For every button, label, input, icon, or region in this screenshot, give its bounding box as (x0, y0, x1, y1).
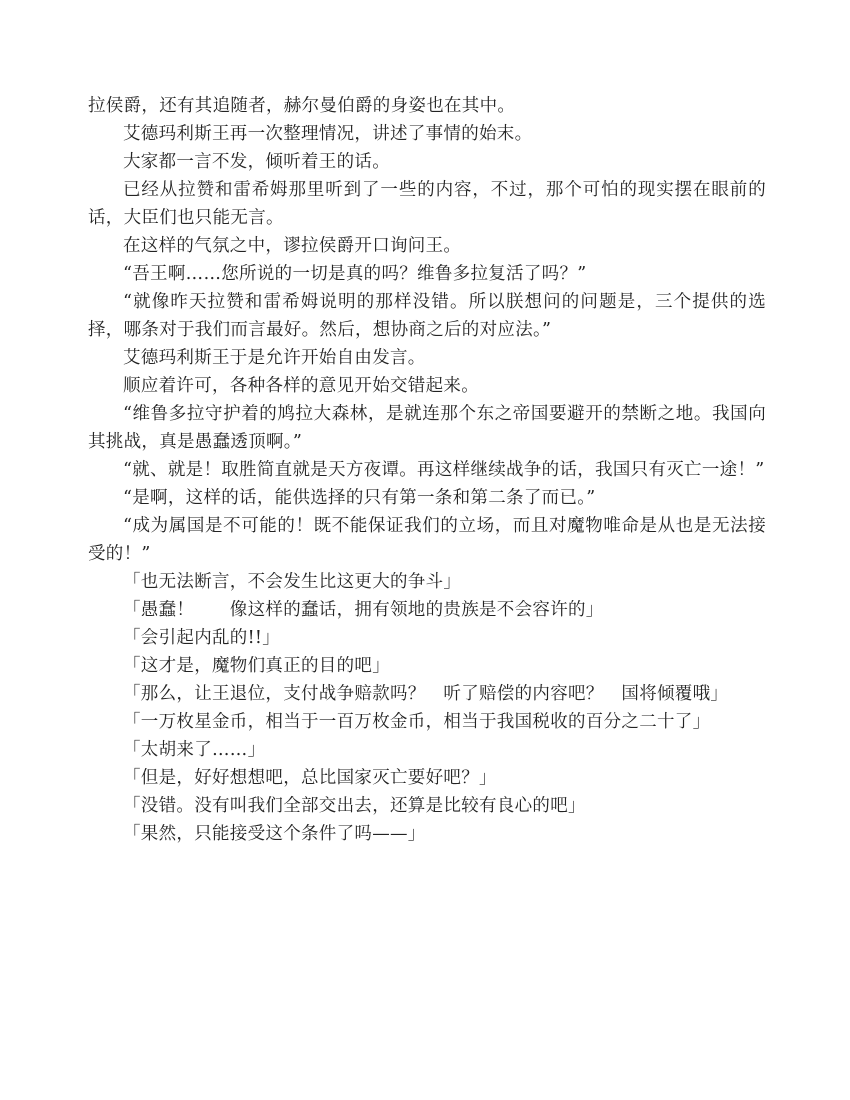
paragraph: “是啊，这样的话，能供选择的只有第一条和第二条了而已。” (123, 488, 596, 508)
paragraph: “维鲁多拉守护着的鸠拉大森林，是就连那个东之帝国要避开的禁断之地。我国向其挑战，真是愚蠢透顶啊。” (88, 404, 766, 452)
paragraph: 顺应着许可，各种各样的意见开始交错起来。 (123, 376, 479, 396)
paragraph: 在这样的气氛之中，谬拉侯爵开口询问王。 (123, 236, 462, 256)
paragraph: 「会引起内乱的!!」 (123, 628, 281, 648)
paragraph: 已经从拉赞和雷希姆那里听到了一些的内容，不过，那个可怕的现实摆在眼前的话，大臣们也只能无言。 (88, 180, 766, 228)
paragraph: 「一万枚星金币，相当于一百万枚金币，相当于我国税收的百分之二十了」 (123, 712, 711, 732)
paragraph: 「愚蠢！ 像这样的蠢话，拥有领地的贵族是不会容许的」 (123, 600, 604, 620)
paragraph: 「也无法断言，不会发生比这更大的争斗」 (123, 572, 462, 592)
paragraph: “吾王啊……您所说的一切是真的吗？维鲁多拉复活了吗？” (123, 264, 587, 284)
paragraph: 「太胡来了……」 (123, 740, 266, 760)
paragraph: “就像昨天拉赞和雷希姆说明的那样没错。所以朕想问的问题是，三个提供的选择，哪条对于我们而言最好。然后，想协商之后的对应法。” (88, 292, 766, 340)
paragraph: 大家都一言不发，倾听着王的话。 (123, 152, 390, 172)
paragraph: 拉侯爵，还有其追随者，赫尔曼伯爵的身姿也在其中。 (88, 96, 516, 116)
paragraph: 艾德玛利斯王再一次整理情况，讲述了事情的始末。 (123, 124, 533, 144)
paragraph: 「那么，让王退位，支付战争赔款吗？ 听了赔偿的内容吧？ 国将倾覆哦」 (123, 684, 729, 704)
paragraph: “成为属国是不可能的！既不能保证我们的立场，而且对魔物唯命是从也是无法接受的！” (88, 516, 766, 564)
paragraph: 「果然，只能接受这个条件了吗——」 (123, 824, 426, 844)
paragraph: 艾德玛利斯王于是允许开始自由发言。 (123, 348, 426, 368)
text-content (88, 92, 766, 848)
paragraph: “就、就是！取胜简直就是天方夜谭。再这样继续战争的话，我国只有灭亡一途！” (123, 460, 765, 480)
paragraph: 「但是，好好想想吧，总比国家灭亡要好吧？」 (123, 768, 497, 788)
paragraph: 「没错。没有叫我们全部交出去，还算是比较有良心的吧」 (123, 796, 586, 816)
paragraph: 「这才是，魔物们真正的目的吧」 (123, 656, 390, 676)
